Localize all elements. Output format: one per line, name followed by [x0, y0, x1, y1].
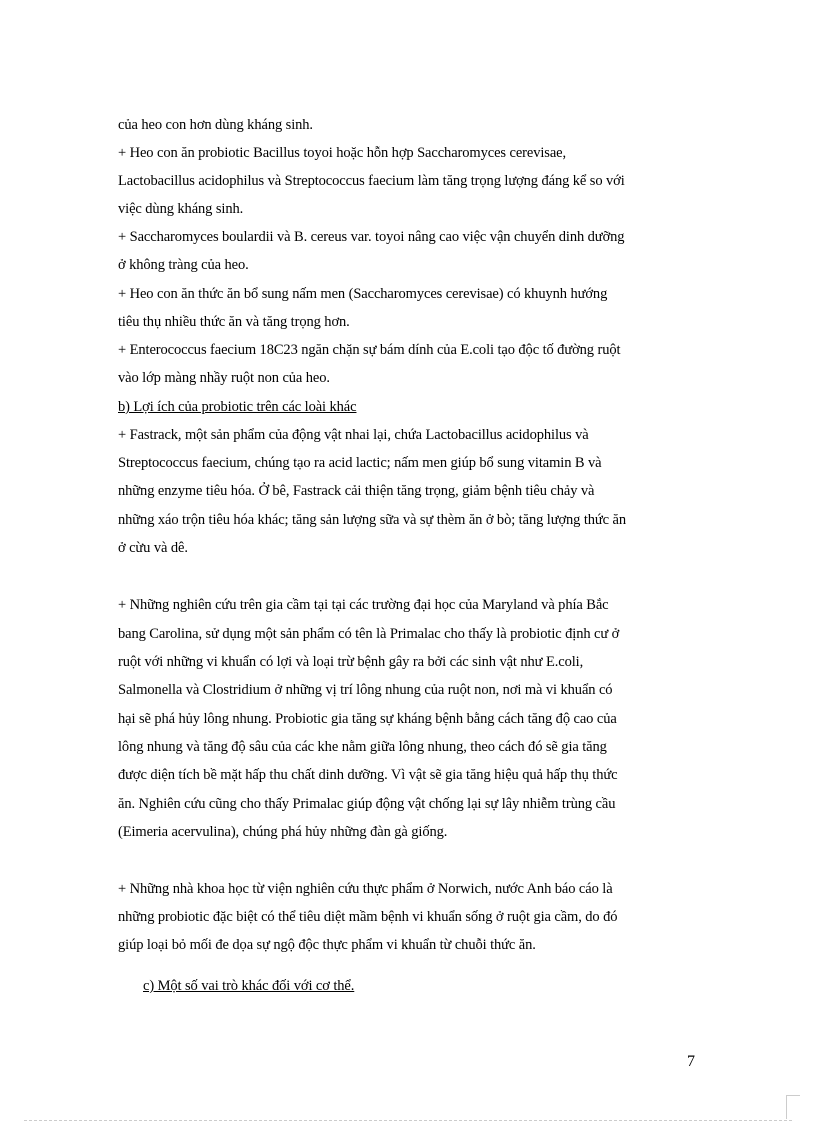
text-line: hại sẽ phá hủy lông nhung. Probiotic gia tăng sự kháng bệnh bằng cách tăng độ cao của [118, 711, 617, 727]
text-line: + Heo con ăn thức ăn bổ sung nấm men (Saccharomyces cerevisae) có khuynh hướng [118, 286, 608, 302]
text-line: Salmonella và Clostridium ở những vị trí lông nhung của ruột non, nơi mà vi khuẩn có [118, 682, 613, 698]
text-line: của heo con hơn dùng kháng sinh. [118, 117, 313, 133]
text-line: vào lớp màng nhầy ruột non của heo. [118, 370, 330, 386]
text-line: những xáo trộn tiêu hóa khác; tăng sản lượng sữa và sự thèm ăn ở bò; tăng lượng thức ăn [118, 512, 627, 528]
text-line: những enzyme tiêu hóa. Ở bê, Fastrack cải thiện tăng trọng, giảm bệnh tiêu chảy và [118, 483, 595, 499]
text-line: + Heo con ăn probiotic Bacillus toyoi hoặc hỗn hợp Saccharomyces cerevisae, [118, 145, 567, 161]
text-line: ruột với những vi khuẩn có lợi và loại trừ bệnh gây ra bởi các sinh vật như E.coli, [118, 654, 584, 670]
text-line: lông nhung và tăng độ sâu của các khe nằm giữa lông nhung, theo cách đó sẽ gia tăng [118, 739, 607, 755]
text-line: bang Carolina, sử dụng một sản phẩm có tên là Primalac cho thấy là probiotic định cư ở [118, 626, 620, 642]
crop-mark [786, 1095, 787, 1119]
page-number: 7 [687, 1053, 695, 1070]
section-heading-c: c) Một số vai trò khác đối với cơ thể. [143, 978, 355, 994]
page-boundary [24, 1120, 792, 1121]
text-line: những probiotic đặc biệt có thể tiêu diệt mầm bệnh vi khuẩn sống ở ruột gia cầm, do đó [118, 909, 618, 925]
text-line: được diện tích bề mặt hấp thu chất dinh dưỡng. Vì vật sẽ gia tăng hiệu quả hấp thụ thức [118, 767, 618, 783]
text-line: + Những nghiên cứu trên gia cầm tại tại các trường đại học của Maryland và phía Bắc [118, 597, 609, 613]
text-line: Lactobacillus acidophilus và Streptococcus faecium làm tăng trọng lượng đáng kể so với [118, 173, 625, 189]
section-heading-b: b) Lợi ích của probiotic trên các loài khác [118, 399, 357, 415]
text-line: (Eimeria acervulina), chúng phá hủy những đàn gà giống. [118, 824, 448, 840]
crop-mark [786, 1095, 800, 1096]
text-line: việc dùng kháng sinh. [118, 201, 244, 217]
text-line: ăn. Nghiên cứu cũng cho thấy Primalac giúp động vật chống lại sự lây nhiễm trùng cầu [118, 796, 616, 812]
text-line: tiêu thụ nhiều thức ăn và tăng trọng hơn. [118, 314, 350, 330]
text-line: + Saccharomyces boulardii và B. cereus var. toyoi nâng cao việc vận chuyển dinh dưỡng [118, 229, 625, 245]
text-line: + Fastrack, một sản phẩm của động vật nhai lại, chứa Lactobacillus acidophilus và [118, 427, 589, 443]
text-line: ở không tràng của heo. [118, 257, 249, 273]
text-line: ở cừu và dê. [118, 540, 188, 556]
text-line: giúp loại bỏ mối đe dọa sự ngộ độc thực phẩm vi khuẩn từ chuỗi thức ăn. [118, 937, 536, 953]
text-line: + Những nhà khoa học từ viện nghiên cứu thực phẩm ở Norwich, nước Anh báo cáo là [118, 881, 613, 897]
text-line: Streptococcus faecium, chúng tạo ra acid lactic; nấm men giúp bổ sung vitamin B và [118, 455, 602, 471]
text-line: + Enterococcus faecium 18C23 ngăn chặn sự bám dính của E.coli tạo độc tố đường ruột [118, 342, 621, 358]
